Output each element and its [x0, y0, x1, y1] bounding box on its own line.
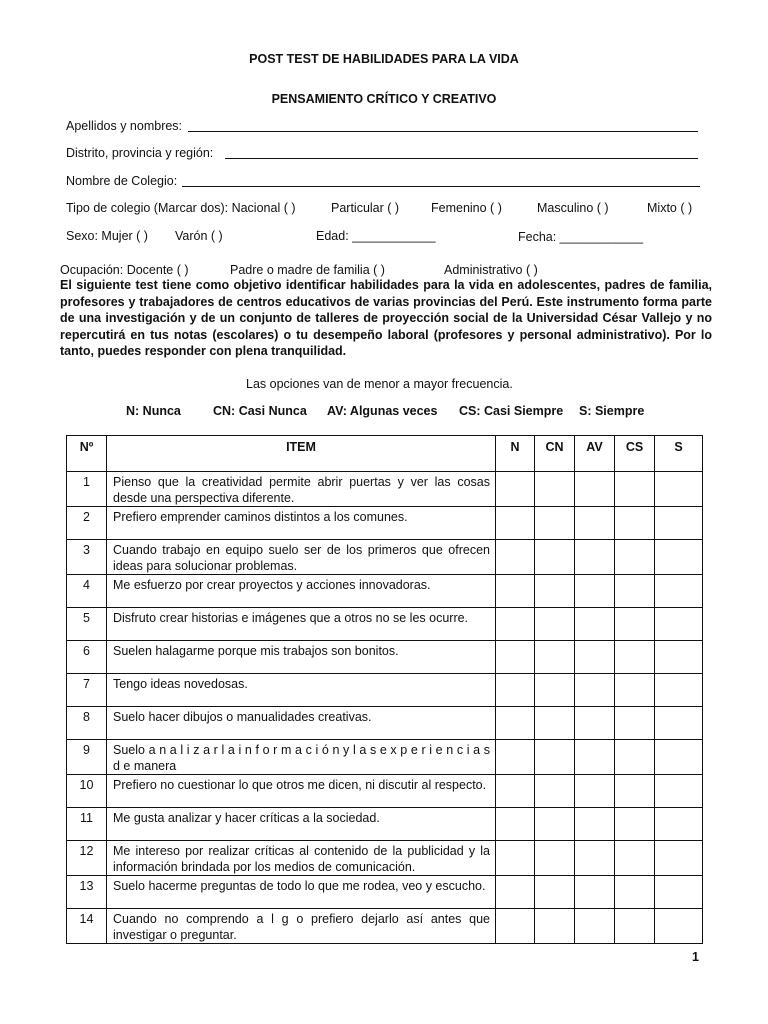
- answer-cell-cs[interactable]: [615, 674, 655, 707]
- answer-cell-cn[interactable]: [535, 909, 575, 944]
- item-number: 9: [67, 740, 107, 775]
- header-num: Nº: [67, 436, 107, 472]
- answer-cell-av[interactable]: [575, 575, 615, 608]
- answer-cell-cs[interactable]: [615, 608, 655, 641]
- answer-cell-cn[interactable]: [535, 674, 575, 707]
- table-row: [67, 540, 703, 575]
- answer-cell-n[interactable]: [496, 608, 535, 641]
- answer-cell-cn[interactable]: [535, 808, 575, 841]
- table-row: [67, 575, 703, 608]
- item-text: Disfruto crear historias e imágenes que a otros no se les ocurre.: [107, 608, 496, 641]
- edad-field[interactable]: Edad: ____________: [316, 229, 436, 243]
- tipo-colegio-nacional[interactable]: Tipo de colegio (Marcar dos): Nacional ( ): [66, 201, 296, 215]
- item-text: Prefiero no cuestionar lo que otros me dicen, ni discutir al respecto.: [107, 775, 496, 808]
- header-n: N: [496, 436, 535, 472]
- answer-cell-n[interactable]: [496, 641, 535, 674]
- answer-cell-cs[interactable]: [615, 909, 655, 944]
- item-text: Cuando no comprendo a l g o prefiero dejarlo así antes que investigar o preguntar.: [107, 909, 496, 944]
- item-number: 6: [67, 641, 107, 674]
- answer-cell-s[interactable]: [655, 775, 703, 808]
- answer-cell-cs[interactable]: [615, 472, 655, 507]
- answer-cell-s[interactable]: [655, 841, 703, 876]
- intro-paragraph: El siguiente test tiene como objetivo identificar habilidades para la vida en adolescentes, padres de familia, profesores y trabajadores de centros educativos de varias provincias del Perú. Este instrumento forma parte de una investigación y de un conjunto de talleres de proyección social de la Universidad César Vallejo y no repercutirá en tus notas (escolares) o tu desempeño laboral (profesores y personal administrativo). Por lo tanto, puedes responder con plena tranquilidad.: [60, 278, 712, 358]
- header-av: AV: [575, 436, 615, 472]
- answer-cell-s[interactable]: [655, 507, 703, 540]
- item-number: 8: [67, 707, 107, 740]
- item-text: Suelo hacerme preguntas de todo lo que me rodea, veo y escucho.: [107, 876, 496, 909]
- table-row: [67, 472, 703, 507]
- table-row: [67, 876, 703, 909]
- answer-cell-av[interactable]: [575, 808, 615, 841]
- answer-cell-n[interactable]: [496, 841, 535, 876]
- page-number: 1: [692, 950, 699, 964]
- answer-cell-cs[interactable]: [615, 540, 655, 575]
- table-row: [67, 641, 703, 674]
- header-cs: CS: [615, 436, 655, 472]
- table-row: [67, 707, 703, 740]
- answer-cell-cs[interactable]: [615, 876, 655, 909]
- answer-cell-av[interactable]: [575, 876, 615, 909]
- scale-av: AV: Algunas veces: [327, 404, 438, 418]
- ocupacion-administrativo[interactable]: Administrativo ( ): [444, 263, 538, 277]
- item-number: 13: [67, 876, 107, 909]
- scale-s: S: Siempre: [579, 404, 645, 418]
- page-subtitle: PENSAMIENTO CRÍTICO Y CREATIVO: [271, 92, 497, 106]
- answer-cell-cn[interactable]: [535, 740, 575, 775]
- answer-cell-n[interactable]: [496, 472, 535, 507]
- colegio-field[interactable]: [182, 186, 700, 187]
- header-item: ITEM: [107, 436, 496, 472]
- answer-cell-av[interactable]: [575, 608, 615, 641]
- answer-cell-cn[interactable]: [535, 841, 575, 876]
- answer-cell-n[interactable]: [496, 575, 535, 608]
- item-text: Suelo a n a l i z a r l a i n f o r m a c i ó n y l a s e x p e r i e n c i a s d e manera: [107, 740, 496, 775]
- answer-cell-n[interactable]: [496, 540, 535, 575]
- answer-cell-cs[interactable]: [615, 707, 655, 740]
- page-title: POST TEST DE HABILIDADES PARA LA VIDA: [249, 52, 519, 66]
- item-text: Me esfuerzo por crear proyectos y acciones innovadoras.: [107, 575, 496, 608]
- item-text: Cuando trabajo en equipo suelo ser de los primeros que ofrecen ideas para solucionar problemas.: [107, 540, 496, 575]
- answer-cell-cn[interactable]: [535, 707, 575, 740]
- answer-cell-cn[interactable]: [535, 641, 575, 674]
- header-s: S: [655, 436, 703, 472]
- answer-cell-av[interactable]: [575, 540, 615, 575]
- scale-cn: CN: Casi Nunca: [213, 404, 307, 418]
- item-text: Prefiero emprender caminos distintos a los comunes.: [107, 507, 496, 540]
- scale-note: Las opciones van de menor a mayor frecuencia.: [246, 377, 513, 391]
- sexo-mujer[interactable]: Sexo: Mujer ( ): [66, 229, 148, 243]
- answer-cell-cn[interactable]: [535, 472, 575, 507]
- fecha-field[interactable]: Fecha: ____________: [518, 230, 644, 244]
- table-row: [67, 841, 703, 876]
- item-text: Me intereso por realizar críticas al contenido de la publicidad y la información brindada por los medios de comunicación.: [107, 841, 496, 876]
- item-number: 14: [67, 909, 107, 944]
- item-number: 10: [67, 775, 107, 808]
- answer-cell-av[interactable]: [575, 507, 615, 540]
- table-row: [67, 507, 703, 540]
- answer-cell-n[interactable]: [496, 876, 535, 909]
- answer-cell-s[interactable]: [655, 909, 703, 944]
- tipo-colegio-mixto[interactable]: Mixto ( ): [647, 201, 693, 215]
- table-header-row: [67, 436, 703, 472]
- answer-cell-s[interactable]: [655, 608, 703, 641]
- table-row: [67, 740, 703, 775]
- tipo-colegio-particular[interactable]: Particular ( ): [331, 201, 400, 215]
- items-table: [66, 435, 703, 944]
- answer-cell-n[interactable]: [496, 808, 535, 841]
- table-row: [67, 808, 703, 841]
- apellidos-field[interactable]: [188, 131, 698, 132]
- scale-cs: CS: Casi Siempre: [459, 404, 564, 418]
- answer-cell-cn[interactable]: [535, 608, 575, 641]
- answer-cell-n[interactable]: [496, 775, 535, 808]
- answer-cell-av[interactable]: [575, 909, 615, 944]
- sexo-varon[interactable]: Varón ( ): [175, 229, 223, 243]
- answer-cell-n[interactable]: [496, 909, 535, 944]
- table-row: [67, 775, 703, 808]
- scale-n: N: Nunca: [126, 404, 181, 418]
- tipo-colegio-masculino[interactable]: Masculino ( ): [537, 201, 609, 215]
- table-row: [67, 674, 703, 707]
- answer-cell-av[interactable]: [575, 740, 615, 775]
- item-text: Suelo hacer dibujos o manualidades creativas.: [107, 707, 496, 740]
- answer-cell-av[interactable]: [575, 472, 615, 507]
- answer-cell-s[interactable]: [655, 808, 703, 841]
- answer-cell-n[interactable]: [496, 740, 535, 775]
- answer-cell-s[interactable]: [655, 641, 703, 674]
- header-cn: CN: [535, 436, 575, 472]
- answer-cell-s[interactable]: [655, 472, 703, 507]
- ocupacion-docente[interactable]: Ocupación: Docente ( ): [60, 263, 189, 277]
- colegio-label: Nombre de Colegio:: [66, 174, 178, 188]
- item-number: 2: [67, 507, 107, 540]
- item-text: Suelen halagarme porque mis trabajos son bonitos.: [107, 641, 496, 674]
- answer-cell-av[interactable]: [575, 841, 615, 876]
- answer-cell-cn[interactable]: [535, 575, 575, 608]
- table-row: [67, 608, 703, 641]
- answer-cell-cn[interactable]: [535, 540, 575, 575]
- answer-cell-cs[interactable]: [615, 740, 655, 775]
- distrito-label: Distrito, provincia y región:: [66, 146, 214, 160]
- item-number: 4: [67, 575, 107, 608]
- answer-cell-n[interactable]: [496, 707, 535, 740]
- answer-cell-s[interactable]: [655, 707, 703, 740]
- answer-cell-s[interactable]: [655, 540, 703, 575]
- tipo-colegio-femenino[interactable]: Femenino ( ): [431, 201, 502, 215]
- answer-cell-n[interactable]: [496, 674, 535, 707]
- answer-cell-av[interactable]: [575, 674, 615, 707]
- answer-cell-cs[interactable]: [615, 808, 655, 841]
- apellidos-label: Apellidos y nombres:: [66, 119, 183, 133]
- answer-cell-cs[interactable]: [615, 841, 655, 876]
- answer-cell-s[interactable]: [655, 740, 703, 775]
- answer-cell-cs[interactable]: [615, 641, 655, 674]
- answer-cell-av[interactable]: [575, 641, 615, 674]
- answer-cell-cn[interactable]: [535, 876, 575, 909]
- answer-cell-n[interactable]: [496, 507, 535, 540]
- item-number: 1: [67, 472, 107, 507]
- item-text: Tengo ideas novedosas.: [107, 674, 496, 707]
- item-number: 7: [67, 674, 107, 707]
- ocupacion-padre[interactable]: Padre o madre de familia ( ): [230, 263, 385, 277]
- item-number: 12: [67, 841, 107, 876]
- table-row: [67, 909, 703, 944]
- answer-cell-cs[interactable]: [615, 507, 655, 540]
- answer-cell-cn[interactable]: [535, 775, 575, 808]
- distrito-field[interactable]: [225, 158, 698, 159]
- item-number: 3: [67, 540, 107, 575]
- item-number: 5: [67, 608, 107, 641]
- answer-cell-av[interactable]: [575, 707, 615, 740]
- item-text: Me gusta analizar y hacer críticas a la sociedad.: [107, 808, 496, 841]
- answer-cell-s[interactable]: [655, 575, 703, 608]
- answer-cell-s[interactable]: [655, 876, 703, 909]
- answer-cell-cn[interactable]: [535, 507, 575, 540]
- answer-cell-av[interactable]: [575, 775, 615, 808]
- answer-cell-cs[interactable]: [615, 775, 655, 808]
- item-number: 11: [67, 808, 107, 841]
- answer-cell-s[interactable]: [655, 674, 703, 707]
- item-text: Pienso que la creatividad permite abrir puertas y ver las cosas desde una perspectiva diferente.: [107, 472, 496, 507]
- answer-cell-cs[interactable]: [615, 575, 655, 608]
